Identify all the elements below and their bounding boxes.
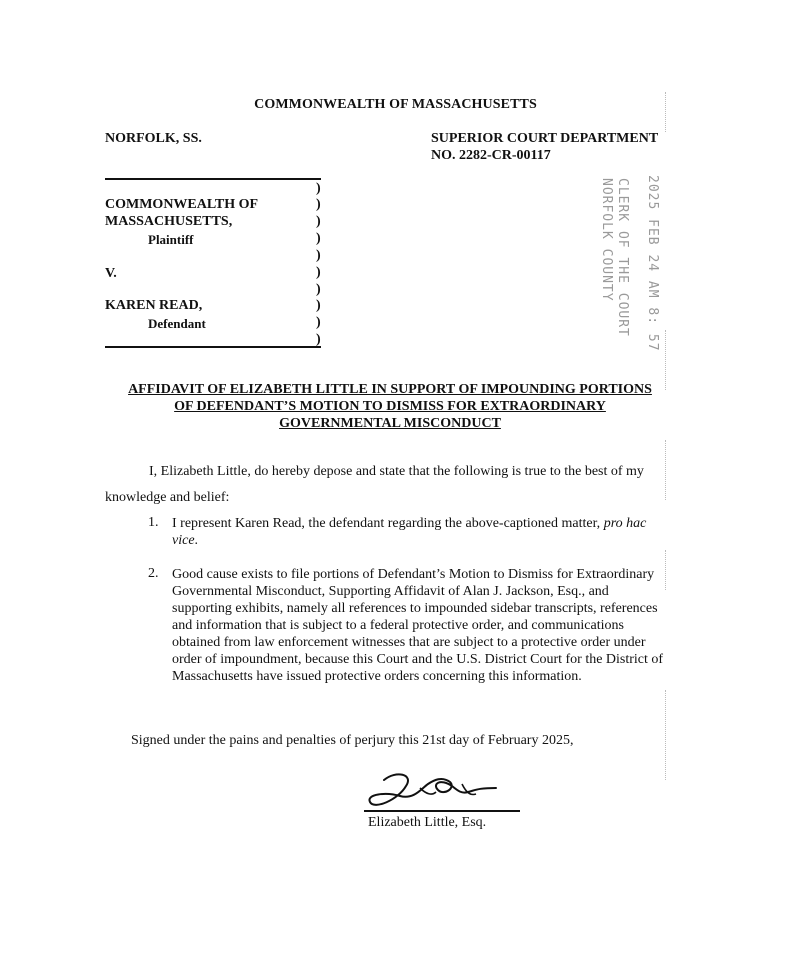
caption-bottom-rule [105, 346, 321, 348]
signature-line [364, 810, 520, 812]
stamp-line-date: 2025 FEB 24 AM 8: 57 [645, 175, 660, 352]
plaintiff-name-line1: COMMONWEALTH OF [105, 197, 259, 212]
versus-label: V. [105, 266, 117, 281]
affidavit-title-line2: OF DEFENDANT’S MOTION TO DISMISS FOR EXTRAORDINARY [174, 399, 606, 414]
intro-statement-line1: I, Elizabeth Little, do hereby depose and state that the following is true to the best of my [149, 464, 644, 479]
plaintiff-name-line2: MASSACHUSETTS, [105, 214, 233, 229]
affidavit-title-line1: AFFIDAVIT OF ELIZABETH LITTLE IN SUPPORT OF IMPOUNDING PORTIONS [128, 382, 652, 397]
handwritten-signature [366, 766, 506, 814]
caption-paren: ) [316, 298, 321, 313]
caption-paren: ) [316, 197, 321, 212]
signatory-name: Elizabeth Little, Esq. [368, 815, 487, 830]
court-department: SUPERIOR COURT DEPARTMENT [431, 131, 659, 146]
caption-paren: ) [316, 214, 321, 229]
scan-edge-mark [665, 690, 668, 780]
stamp-line-county: NORFOLK COUNTY [599, 178, 614, 302]
stamp-line-clerk: CLERK OF THE COURT [615, 178, 630, 337]
paragraph-text-end: . [194, 533, 199, 548]
paragraph-text: I represent Karen Read, the defendant regarding the above-captioned matter, [172, 516, 604, 531]
signed-statement: Signed under the pains and penalties of perjury this 21st day of February 2025, [131, 733, 574, 748]
caption-paren: ) [316, 231, 321, 246]
paragraph-number: 1. [148, 515, 159, 530]
caption-paren: ) [316, 282, 321, 297]
scan-edge-mark [665, 440, 668, 500]
defendant-name: KAREN READ, [105, 298, 203, 313]
document-header-title: COMMONWEALTH OF MASSACHUSETTS [254, 97, 537, 112]
intro-statement-line2: knowledge and belief: [105, 490, 230, 505]
caption-paren: ) [316, 332, 321, 347]
caption-top-rule [105, 178, 321, 180]
paragraph-number: 2. [148, 566, 159, 581]
defendant-role: Defendant [148, 316, 206, 331]
affidavit-title [100, 381, 680, 432]
affidavit-title-line3: GOVERNMENTAL MISCONDUCT [279, 416, 501, 431]
scan-edge-mark [665, 92, 668, 132]
caption-paren: ) [316, 181, 321, 196]
caption-paren: ) [316, 265, 321, 280]
docket-number: NO. 2282-CR-00117 [431, 148, 551, 163]
caption-paren: ) [316, 315, 321, 330]
paragraph-representation [172, 515, 672, 549]
paragraph-good-cause: Good cause exists to file portions of Defendant’s Motion to Dismiss for Extraordinary Governmental Misconduct, Supporting Affidavit of Alan J. Jackson, Esq., and supporting exhibits, namely all references to impounded sidebar transcripts, references and information that is subject to a federal protective order, and communications obtained from law enforcement witnesses that are subject to a protective order under order of impoundment, because this Court and the U.S. District Court for the District of Massachusetts have issued protective orders concerning this information. [172, 567, 664, 684]
plaintiff-role: Plaintiff [148, 232, 194, 247]
caption-paren: ) [316, 248, 321, 263]
county-label: NORFOLK, SS. [105, 131, 202, 146]
paragraph-italic-text: pro hac vice [172, 516, 647, 548]
